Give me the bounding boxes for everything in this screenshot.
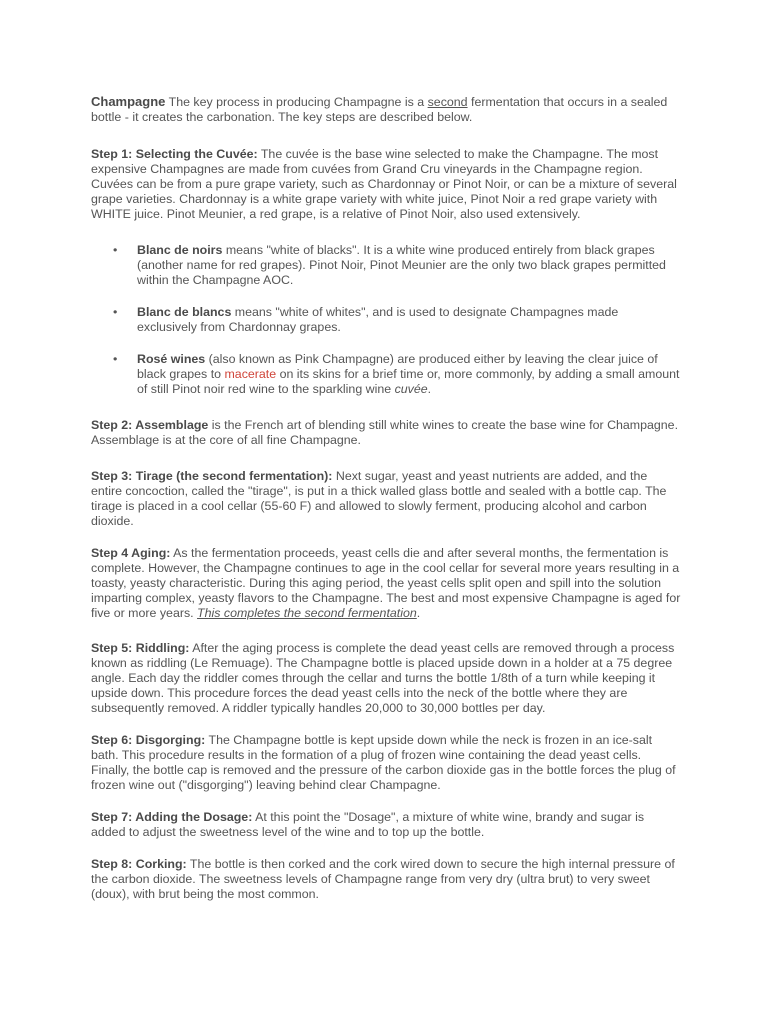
step-7-paragraph [91, 810, 681, 840]
step-6-text: The Champagne bottle is kept upside down while the neck is frozen in an ice-salt bath. This procedure results in the formation of a plug of frozen wine containing the dead yeast cells. Finally, the bottle cap is removed and the pressure of the carbon dioxide gas in the bottle forces the plug of frozen wine out ("disgorging") leaving behind clear Champagne. [91, 733, 676, 792]
list-item-rose-wines [91, 352, 681, 397]
step-8-label: Step 8: Corking: [91, 857, 187, 871]
text-blanc-de-blancs: means "white of whites", and is used to designate Champagnes made exclusively from Chardonnay grapes. [137, 305, 619, 334]
intro-text-2: fermentation that occurs in a sealed bottle - it creates the carbonation. The key steps are described below. [91, 95, 668, 124]
step-3-text: Next sugar, yeast and yeast nutrients are added, and the entire concoction, called the "tirage", is put in a thick walled glass bottle and sealed with a bottle cap. The tirage is placed in a cool cellar (55-60 F) and allowed to slowly ferment, producing alcohol and carbon dioxide. [91, 469, 667, 528]
step-8-paragraph [91, 857, 681, 902]
step-4-paragraph [91, 546, 681, 621]
document-body [91, 94, 681, 902]
text-blanc-de-noirs: means "white of blacks". It is a white wine produced entirely from black grapes (another name for red grapes). Pinot Noir, Pinot Meunier are the only two black grapes permitted within the Champagne AOC. [137, 243, 666, 287]
text-rose-wines-2: on its skins for a brief time or, more commonly, by adding a small amount of still Pinot noir red wine to the sparkling wine [137, 367, 680, 396]
intro-underlined-word: second [427, 95, 468, 109]
step-4-text: As the fermentation proceeds, yeast cells die and after several months, the fermentation is complete. However, the Champagne continues to age in the cool cellar for several more years resulting in a toasty, yeasty characteristic. During this aging period, the yeast cells split open and spill into the solution imparting complex, yeasty flavors to the Champagne. The best and most expensive Champagne is aged for five or more years. [91, 546, 681, 620]
intro-text-1: The key process in producing Champagne is a [165, 95, 428, 109]
term-blanc-de-noirs: Blanc de noirs [137, 243, 223, 257]
bullet-dot: • [113, 305, 118, 319]
cuvee-italic: cuvée [394, 382, 428, 396]
step-3-paragraph [91, 469, 681, 529]
macerate-link[interactable]: macerate [224, 367, 277, 381]
step-4-emphasis: This completes the second fermentation [197, 606, 417, 620]
step-7-text: At this point the "Dosage", a mixture of white wine, brandy and sugar is added to adjust the sweetness level of the wine and to top up the bottle. [91, 810, 645, 839]
step-8-text: The bottle is then corked and the cork wired down to secure the high internal pressure of the carbon dioxide. The sweetness levels of Champagne range from very dry (ultra brut) to very sweet (doux), with brut being the most common. [91, 857, 675, 901]
list-item-blanc-de-noirs [91, 243, 681, 288]
step-5-paragraph [91, 641, 681, 716]
step-2-paragraph [91, 418, 681, 448]
step-2-text: is the French art of blending still white wines to create the base wine for Champagne. Assemblage is at the core of all fine Champagne. [91, 418, 679, 447]
step-3-label: Step 3: Tirage (the second fermentation): [91, 469, 333, 483]
step-5-text: After the aging process is complete the dead yeast cells are removed through a process known as riddling (Le Remuage). The Champagne bottle is placed upside down in a holder at a 75 degree angle. Each day the riddler comes through the cellar and turns the bottle 1/8th of a turn while keeping it upside down. This procedure forces the dead yeast cells into the neck of the bottle where they are subsequently removed. A riddler typically handles 20,000 to 30,000 bottles per day. [91, 641, 675, 715]
step-6-label: Step 6: Disgorging: [91, 733, 206, 747]
intro-title: Champagne [91, 94, 166, 109]
term-blanc-de-blancs: Blanc de blancs [137, 305, 232, 319]
step-4-end: . [416, 606, 421, 620]
intro-paragraph [91, 94, 681, 125]
bullet-dot: • [113, 243, 118, 257]
step-1-paragraph [91, 147, 681, 222]
step-2-label: Step 2: Assemblage [91, 418, 209, 432]
text-rose-wines-3: . [427, 382, 432, 396]
list-item-blanc-de-blancs [91, 305, 681, 335]
bullet-dot: • [113, 352, 118, 366]
term-rose-wines: Rosé wines [137, 352, 206, 366]
grape-style-list [91, 243, 681, 397]
step-6-paragraph [91, 733, 681, 793]
step-7-label: Step 7: Adding the Dosage: [91, 810, 253, 824]
step-5-label: Step 5: Riddling: [91, 641, 190, 655]
step-4-label: Step 4 Aging: [91, 546, 171, 560]
step-1-label: Step 1: Selecting the Cuvée: [91, 147, 258, 161]
text-rose-wines-1: (also known as Pink Champagne) are produced either by leaving the clear juice of black grapes to [137, 352, 658, 381]
step-1-text: The cuvée is the base wine selected to make the Champagne. The most expensive Champagnes are made from cuvées from Grand Cru vineyards in the Champagne region. Cuvées can be from a pure grape variety, such as Chardonnay or Pinot Noir, or can be a mixture of several grape varieties. Chardonnay is a white grape variety with white juice, Pinot Noir a red grape variety with WHITE juice. Pinot Meunier, a red grape, is a relative of Pinot Noir, also used extensively. [91, 147, 677, 221]
